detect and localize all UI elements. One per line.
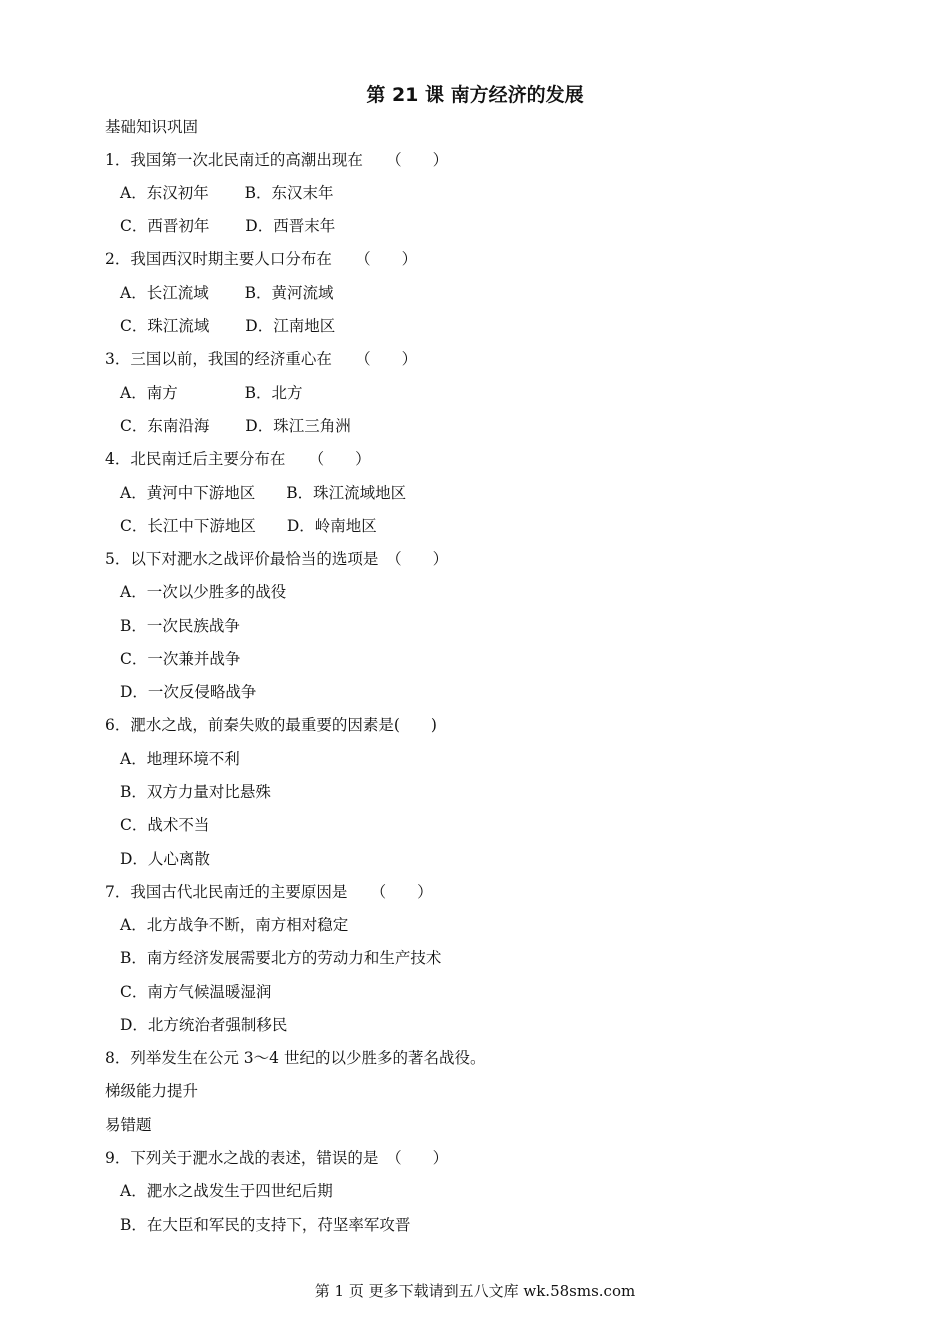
question-6-option-a: A．地理环境不利 <box>120 750 240 768</box>
question-6-option-c: C．战术不当 <box>120 816 210 834</box>
question-3-options-row1: A．南方 B．北方 <box>120 384 303 402</box>
section-heading-3: 易错题 <box>105 1116 152 1134</box>
page-title: 第 21 课 南方经济的发展 <box>366 84 584 106</box>
question-1-options-row1: A．东汉初年 B．东汉末年 <box>120 184 334 202</box>
question-9-option-b: B．在大臣和军民的支持下，苻坚率军攻晋 <box>120 1216 411 1234</box>
question-1: 1．我国第一次北民南迁的高潮出现在 （ ） <box>105 151 449 169</box>
question-5-option-c: C．一次兼并战争 <box>120 650 241 668</box>
question-8: 8．列举发生在公元 3～4 世纪的以少胜多的著名战役。 <box>105 1049 486 1067</box>
question-7-option-c: C．南方气候温暖湿润 <box>120 983 272 1001</box>
question-5-option-a: A．一次以少胜多的战役 <box>120 583 287 601</box>
question-7: 7．我国古代北民南迁的主要原因是 （ ） <box>105 883 433 901</box>
question-6-option-b: B．双方力量对比悬殊 <box>120 783 271 801</box>
question-4-options-row1: A．黄河中下游地区 B．珠江流域地区 <box>120 484 407 502</box>
question-2: 2．我国西汉时期主要人口分布在 （ ） <box>105 250 418 268</box>
question-6-option-d: D．人心离散 <box>120 850 210 868</box>
question-3: 3．三国以前，我国的经济重心在 （ ） <box>105 350 418 368</box>
question-4: 4．北民南迁后主要分布在 （ ） <box>105 450 371 468</box>
question-3-options-row2: C．东南沿海 D．珠江三角洲 <box>120 417 351 435</box>
question-7-option-a: A．北方战争不断，南方相对稳定 <box>120 916 349 934</box>
page-footer: 第 1 页 更多下载请到五八文库 wk.58sms.com <box>314 1282 636 1300</box>
section-heading-2: 梯级能力提升 <box>105 1082 199 1100</box>
question-1-options-row2: C．西晋初年 D．西晋末年 <box>120 217 336 235</box>
question-5-option-b: B．一次民族战争 <box>120 617 240 635</box>
question-9: 9．下列关于淝水之战的表述，错误的是 （ ） <box>105 1149 449 1167</box>
question-6: 6．淝水之战，前秦失败的最重要的因素是( ) <box>105 716 437 734</box>
question-2-options-row2: C．珠江流域 D．江南地区 <box>120 317 336 335</box>
question-7-option-b: B．南方经济发展需要北方的劳动力和生产技术 <box>120 949 442 967</box>
question-2-options-row1: A．长江流域 B．黄河流域 <box>120 284 334 302</box>
question-5-option-d: D．一次反侵略战争 <box>120 683 257 701</box>
section-heading: 基础知识巩固 <box>105 118 199 136</box>
question-7-option-d: D．北方统治者强制移民 <box>120 1016 288 1034</box>
question-9-option-a: A．淝水之战发生于四世纪后期 <box>120 1182 333 1200</box>
question-5: 5．以下对淝水之战评价最恰当的选项是 （ ） <box>105 550 449 568</box>
question-4-options-row2: C．长江中下游地区 D．岭南地区 <box>120 517 377 535</box>
